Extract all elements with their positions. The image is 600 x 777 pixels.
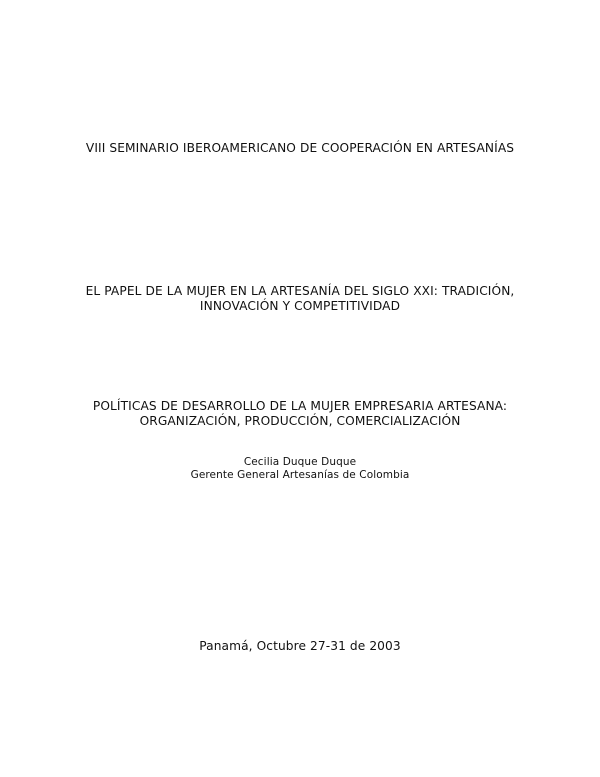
seminar-title [40, 140, 560, 156]
topic-title-line-2: ORGANIZACIÓN, PRODUCCIÓN, COMERCIALIZACIÓN [139, 413, 461, 428]
topic-title-line-1: POLÍTICAS DE DESARROLLO DE LA MUJER EMPRESARIA ARTESANA: [92, 399, 508, 413]
topic-title [40, 399, 560, 428]
place-date-text: Panamá, Octubre 27-31 de 2003 [199, 639, 401, 653]
paper-title-line-1: EL PAPEL DE LA MUJER EN LA ARTESANÍA DEL SIGLO XXI: TRADICIÓN, [85, 284, 515, 298]
author-block [40, 456, 560, 482]
paper-title [40, 284, 560, 313]
author-position: Gerente General Artesanías de Colombia [190, 469, 410, 481]
place-date [40, 638, 560, 654]
author-name: Cecilia Duque Duque [243, 456, 357, 468]
seminar-title-text: VIII SEMINARIO IBEROAMERICANO DE COOPERACIÓN EN ARTESANÍAS [85, 141, 515, 155]
paper-title-line-2: INNOVACIÓN Y COMPETITIVIDAD [199, 298, 401, 313]
